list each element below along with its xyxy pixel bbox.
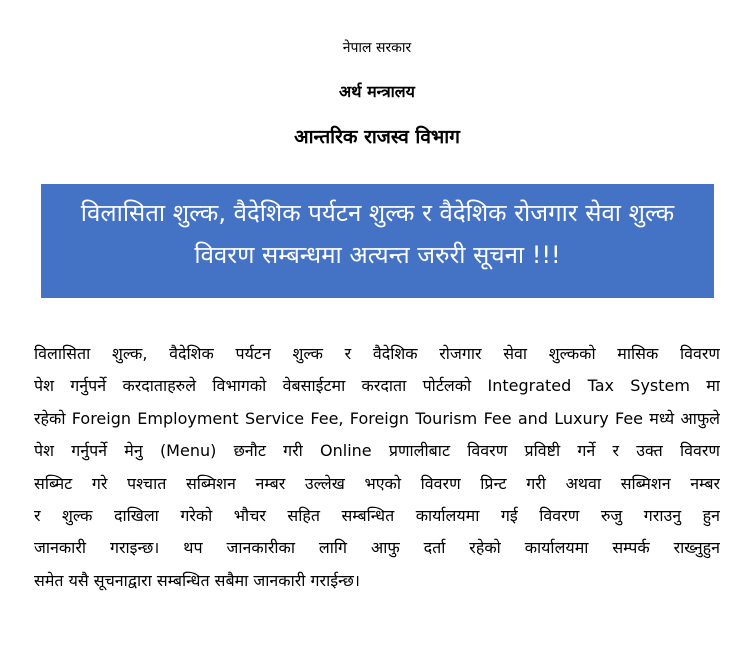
department-name: आन्तरिक राजस्व विभाग: [294, 126, 460, 148]
notice-title-banner: [41, 184, 714, 298]
notice-line-8: समेत यसै सूचनाद्वारा सम्बन्धित सबैमा जानकारी गराईन्छ।: [34, 570, 360, 590]
notice-line-4: पेश गर्नुपर्ने मेनु (Menu) छनौट गरी Online प्रणालीबाट विवरण प्रविष्टी गर्ने र उक्त विवरण: [34, 441, 720, 461]
government-name: नेपाल सरकार: [342, 40, 412, 56]
banner-line-2: विवरण सम्बन्धमा अत्यन्त जरुरी सूचना !!!: [194, 241, 561, 269]
notice-line-1: विलासिता शुल्क, वैदेशिक पर्यटन शुल्क र वैदेशिक रोजगार सेवा शुल्कको मासिक विवरण: [34, 344, 720, 363]
banner-line-1: विलासिता शुल्क, वैदेशिक पर्यटन शुल्क र वैदेशिक रोजगार सेवा शुल्क: [80, 199, 675, 227]
notice-body: [34, 338, 720, 597]
notice-line-5: सब्मिट गरे पश्चात सब्मिशन नम्बर उल्लेख भएको विवरण प्रिन्ट गरी अथवा सब्मिशन नम्बर: [34, 473, 720, 493]
notice-line-7: जानकारी गराइन्छ। थप जानकारीका लागि आफु दर्ता रहेको कार्यालयमा सम्पर्क राख्नुहुन: [34, 538, 720, 558]
ministry-name: अर्थ मन्त्रालय: [339, 82, 415, 101]
notice-line-2: पेश गर्नुपर्ने करदाताहरुले विभागको वेबसाईटमा करदाता पोर्टलको Integrated Tax System मा: [34, 376, 720, 396]
notice-line-3: रहेको Foreign Employment Service Fee, Foreign Tourism Fee and Luxury Fee मध्ये आफुले: [34, 408, 720, 428]
notice-line-6: र शुल्क दाखिला गरेको भौचर सहित सम्बन्धित कार्यालयमा गई विवरण रुजु गराउनु हुन: [34, 505, 720, 525]
